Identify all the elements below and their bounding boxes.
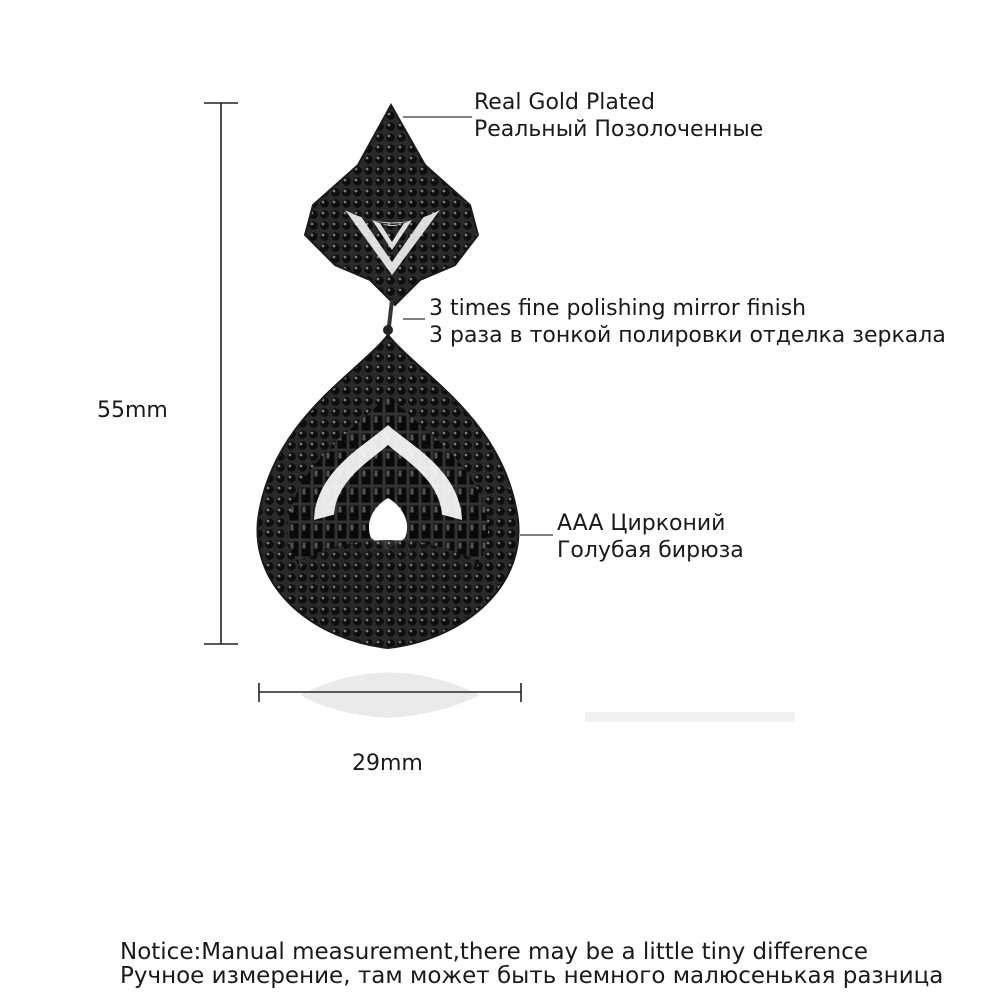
callout-stone-ru: Голубая бирюза — [557, 538, 744, 563]
earring-reflection — [300, 673, 795, 723]
callout-plating-en: Real Gold Plated — [474, 90, 655, 115]
height-dimension-line — [204, 103, 238, 644]
height-label: 55mm — [97, 398, 168, 423]
callout-finish-ru: 3 раза в тонкой полировки отделка зеркала — [429, 323, 946, 348]
earring-teardrop — [257, 335, 518, 648]
callout-plating — [474, 89, 763, 143]
callout-finish-en: 3 times fine polishing mirror finish — [429, 296, 807, 321]
notice-ru: Ручное измерение, там может быть немного малюсенькая разница — [120, 963, 944, 989]
earring-connector — [383, 300, 393, 335]
notice-en: Notice:Manual measurement,there may be a little tiny difference — [120, 939, 868, 965]
callout-finish — [429, 295, 946, 349]
callout-stone — [557, 510, 744, 564]
width-label: 29mm — [352, 751, 423, 776]
callout-plating-ru: Реальный Позолоченные — [474, 117, 764, 142]
earring-top-piece — [305, 105, 478, 305]
callout-stone-en: AAA Цирконий — [557, 511, 726, 536]
notice — [120, 940, 943, 988]
